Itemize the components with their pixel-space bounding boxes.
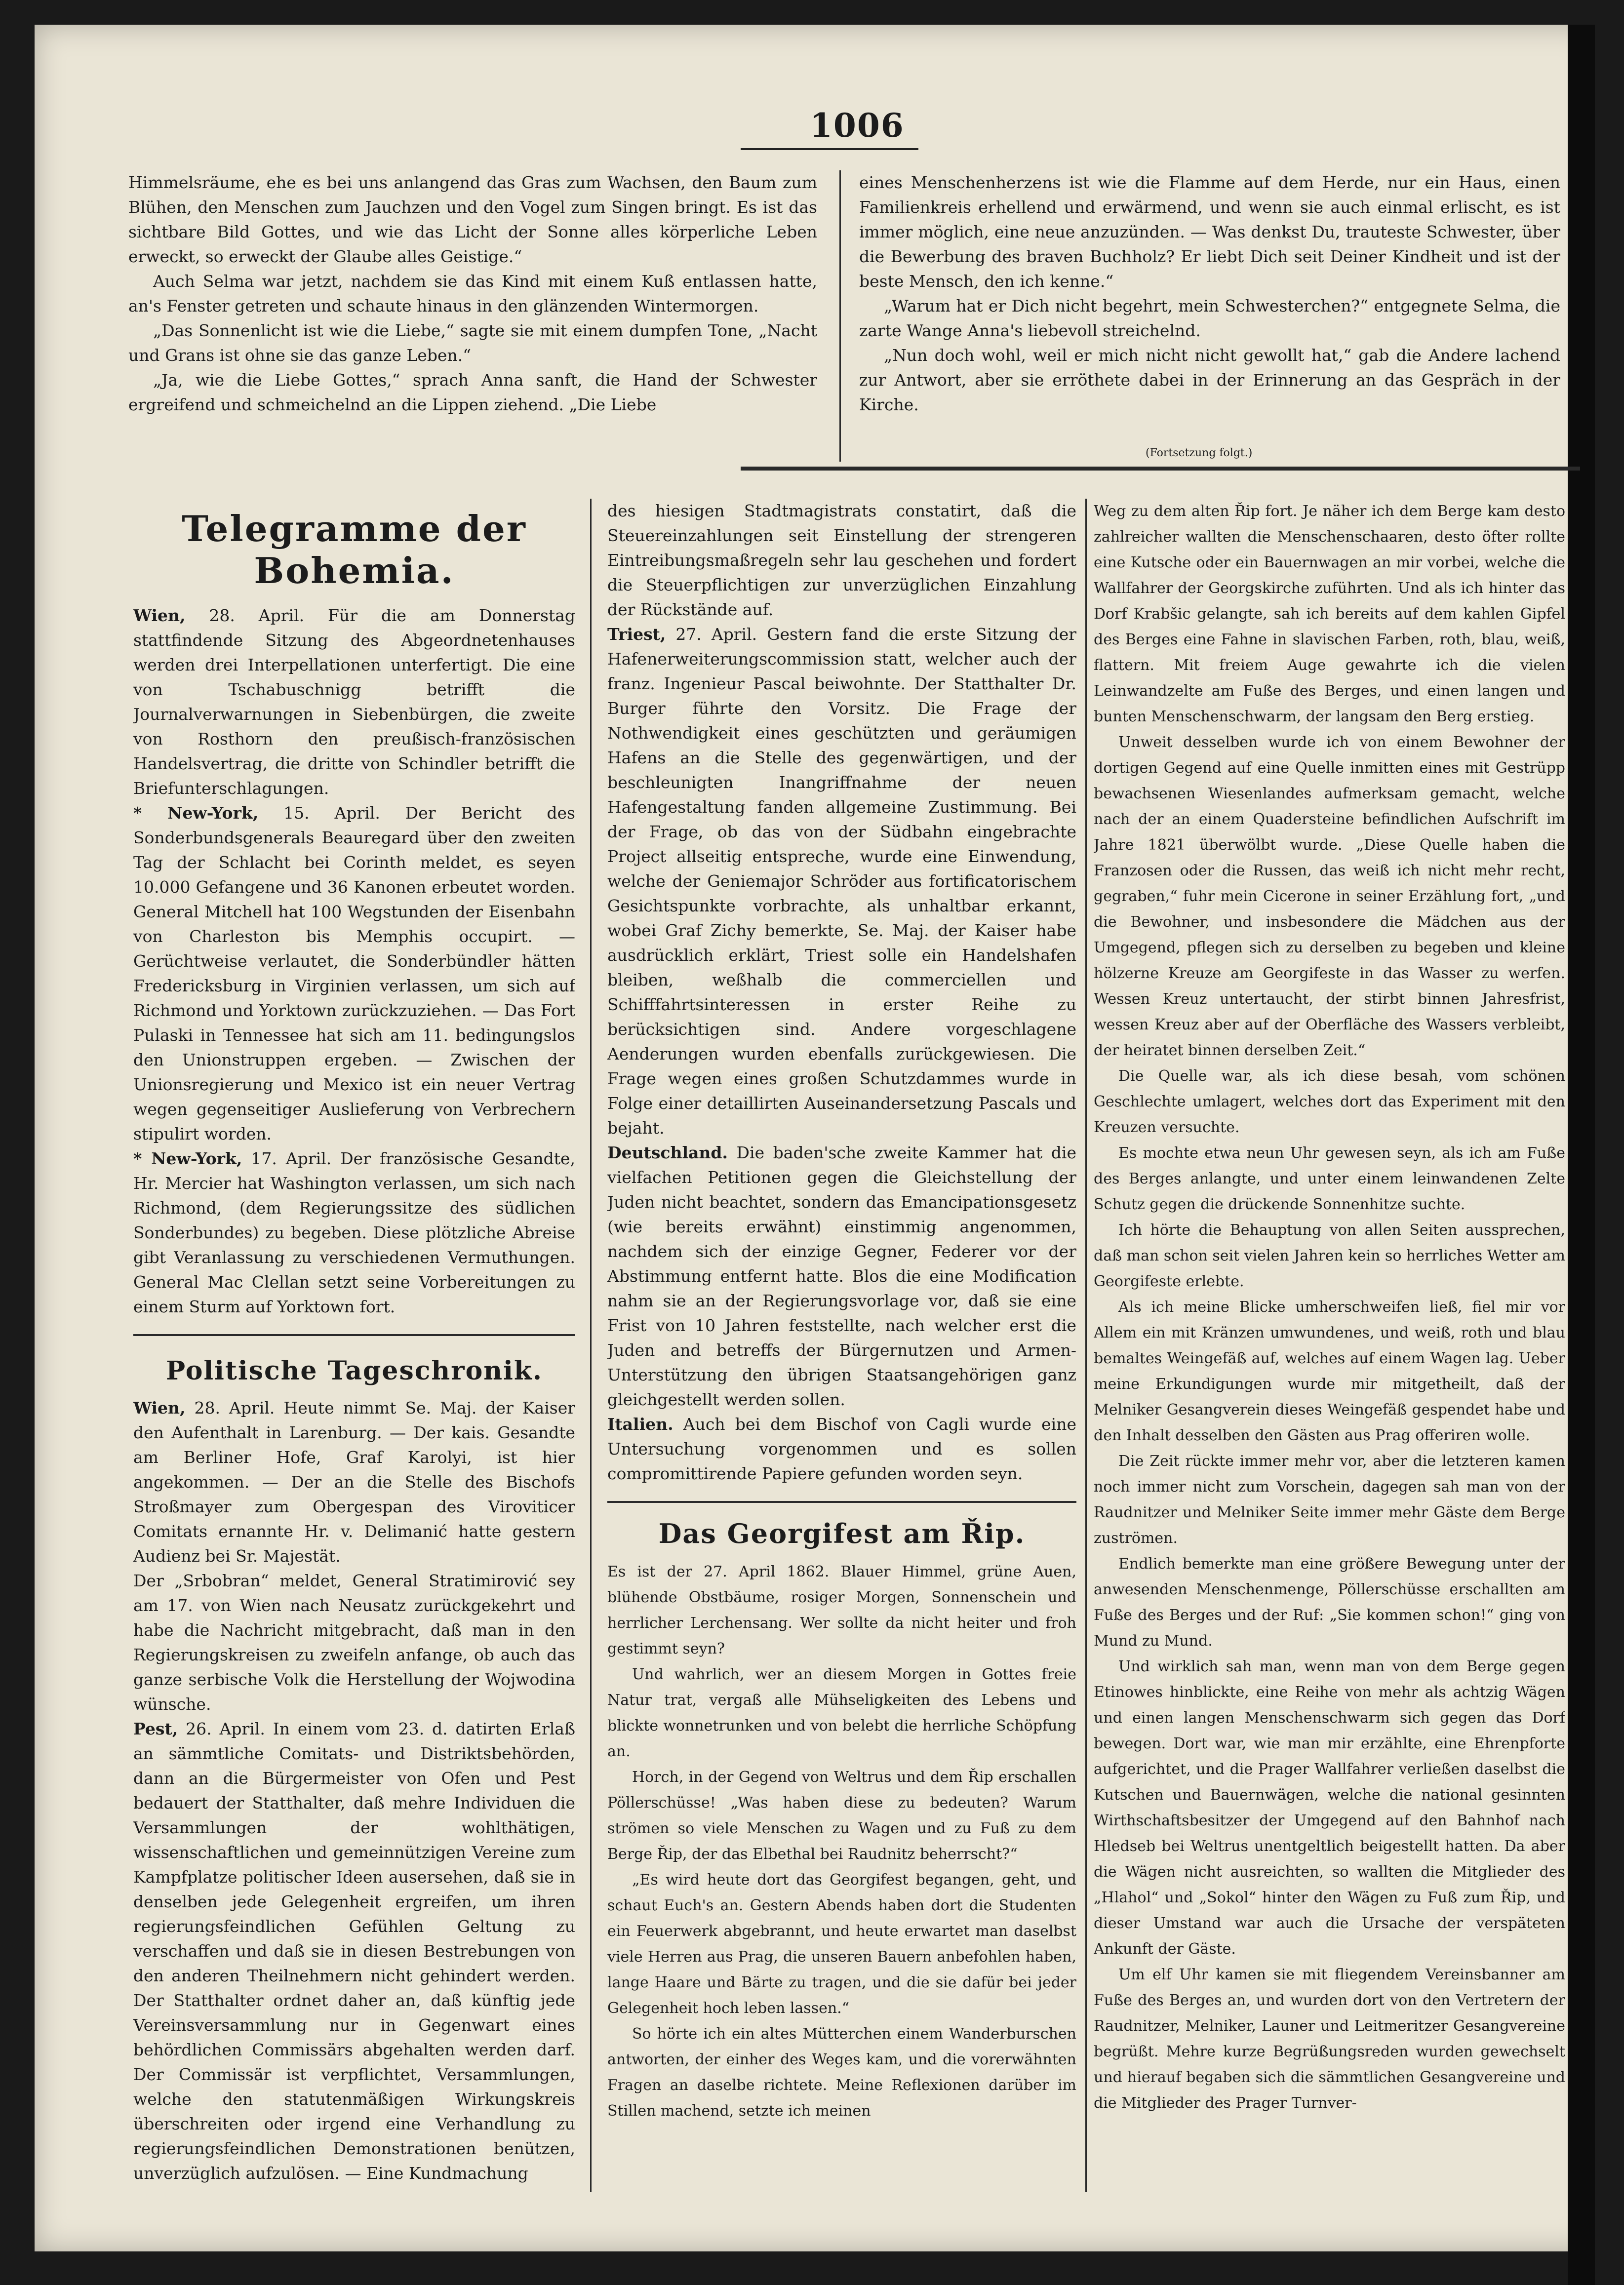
article-paragraph: Es mochte etwa neun Uhr gewesen seyn, als ich am Fuße des Berges anlangte, und unter einem leinwandenen Zelte Schutz gegen die drückende Sonnenhitze suchte.: [1094, 1144, 1565, 1213]
column-divider: [1085, 499, 1087, 2192]
news-entry: [133, 1146, 575, 1319]
dateline: Triest,: [607, 625, 666, 644]
entry-text: des hiesigen Stadtmagistrats constatirt, daß die Steuereinzahlungen seit Einstellung der strengeren Eintreibungsmaßregeln sehr lau geschehen und fordert die Steuerpflichtigen zur unverzüglichen Einzahlung der Rückstände auf.: [607, 501, 1076, 619]
dateline: * New-York,: [133, 803, 259, 823]
article-paragraph: Um elf Uhr kamen sie mit fliegendem Vereinsbanner am Fuße des Berges an, und wurden dort von den Vertretern der Raudnitzer, Melniker, Launer und Leitmeritzer Gesangvereine begrüßt. Mehre kurze Begrüßungsreden wurden gewechselt und hierauf begaben sich die sämmtlichen Gesangvereine und die Mitglieder des Prager Turnver-: [1094, 1966, 1565, 2112]
dateline: Deutschland.: [607, 1143, 728, 1162]
serial-paragraph: „Ja, wie die Liebe Gottes,“ sprach Anna sanft, die Hand der Schwester ergreifend und schmeichelnd an die Lippen ziehend. „Die Liebe: [128, 370, 817, 414]
georgifest-heading: Das Georgifest am Řip.: [658, 1518, 1026, 1549]
entry-text: 28. April. Für die am Donnerstag stattfindende Sitzung des Abgeordnetenhauses werden drei Interpellationen unterfertigt. Die eine von Tschabuschnigg betrifft die Journalverwarnungen in Siebenbürgen, die zweite von Rosthorn den preußisch-französischen Handelsvertrag, die dritte von Schindler betrifft die Briefunterschlagungen.: [133, 606, 575, 798]
news-entry: [607, 622, 1076, 1141]
news-entry: [133, 801, 575, 1146]
entry-text: 28. April. Heute nimmt Se. Maj. der Kaiser den Aufenthalt in Larenburg. — Der kais. Gesandte am Berliner Hofe, Graf Karolyi, ist hier angekommen. — Der an die Stelle des Bischofs Stroßmayer zum Obergespan des Viroviticer Comitats ernannte Hr. v. Delimanić hatte gestern Audienz bei Sr. Majestät.: [133, 1398, 575, 1566]
article-paragraph: „Es wird heute dort das Georgifest begangen, geht, und schaut Euch's an. Gestern Abends haben dort die Studenten ein Feuerwerk abgebrannt, und heute erwartet man daselbst viele Herren aus Prag, die unseren Bauern anbefohlen haben, lange Haare und Bärte zu tragen, und die sie dafür bei jeder Gelegenheit hoch leben lassen.“: [607, 1871, 1076, 2017]
section-rule: [133, 1334, 575, 1336]
dateline: Pest,: [133, 1719, 178, 1738]
article-paragraph: Es ist der 27. April 1862. Blauer Himmel, grüne Auen, blühende Obstbäume, rosiger Morgen, Sonnenschein und herrlicher Lerchensang. Wer sollte da nicht heiter und froh gestimmt seyn?: [607, 1563, 1076, 1657]
article-paragraph: Unweit desselben wurde ich von einem Bewohner der dortigen Gegend auf eine Quelle inmitten eines mit Gestrüpp bewachsenen Wiesenlandes aufmerksam gemacht, welche nach der an einem Quadersteine befindlichen Aufschrift im Jahre 1821 überwölbt wurde. „Diese Quelle haben die Franzosen oder die Russen, das weiß ich nicht mehr recht, gegraben,“ fuhr mein Cicerone in seiner Erzählung fort, „und die Bewohner, und insbesondere die Mädchen aus der Umgegend, pflegen sich zu derselben zu begeben und kleine hölzerne Kreuze am Georgifeste in das Wasser zu werfen. Wessen Kreuz untertaucht, der stirbt binnen Jahresfrist, wessen Kreuz aber auf der Oberfläche des Wassers verbleibt, der heiratet binnen derselben Zeit.“: [1094, 734, 1565, 1059]
entry-text: 17. April. Der französische Gesandte, Hr. Mercier hat Washington verlassen, um sich nach Richmond, (dem Regierungssitze des südlichen Sonderbundes) zu begeben. Diese plötzliche Abreise gibt Veranlassung zu verschiedenen Vermuthungen. General Mac Clellan setzt seine Vorbereitungen zu einem Sturm auf Yorktown fort.: [133, 1149, 575, 1316]
section-rule: [607, 1501, 1076, 1503]
continuation-note: (Fortsetzung folgt.): [1146, 447, 1253, 459]
dateline: Wien,: [133, 1398, 186, 1418]
article-paragraph: Die Quelle war, als ich diese besah, vom schönen Geschlechte umlagert, welches dort das Experiment mit den Kreuzen versuchte.: [1094, 1067, 1565, 1136]
article-paragraph: Endlich bemerkte man eine größere Bewegung unter der anwesenden Menschenmenge, Pöllerschüsse erschallten am Fuße des Berges und der Ruf: „Sie kommen schon!“ ging von Mund zu Mund.: [1094, 1555, 1565, 1650]
news-entry: [133, 1396, 575, 1569]
article-paragraph: Ich hörte die Behauptung von allen Seiten aussprechen, daß man schon seit vielen Jahren kein so herrliches Wetter am Georgifeste erlebte.: [1094, 1221, 1565, 1290]
serial-paragraph: Himmelsräume, ehe es bei uns anlangend das Gras zum Wachsen, den Baum zum Blühen, den Menschen zum Jauchzen und den Vogel zum Singen bringt. Es ist das sichtbare Bild Gottes, und wie das Licht der Sonne alles körperliche Leben erweckt, so erweckt der Glaube alles Geistige.“: [128, 173, 817, 266]
serial-paragraph: „Nun doch wohl, weil er mich nicht nicht gewollt hat,“ gab die Andere lachend zur Antwort, aber sie erröthete dabei in der Erinnerung an das Gespräch in der Kirche.: [859, 346, 1560, 414]
header-rule: [741, 148, 918, 150]
entry-text: Die baden'sche zweite Kammer hat die vielfachen Petitionen gegen die Gleichstellung der Juden nicht beachtet, sondern das Emancipationsgesetz (wie bereits erwähnt) einstimmig angenommen, nachdem sich der einzige Gegner, Federer vor der Abstimmung entfernt hatte. Blos die eine Modification nahm sie an der Regierungsvorlage vor, daß sie eine Frist von 10 Jahren feststellte, nach welcher erst die Juden and betreffs der Bürgernutzen und Armen-Unterstützung den übrigen Staatsangehörigen ganz gleichgestellt werden sollen.: [607, 1143, 1076, 1409]
serial-paragraph: „Das Sonnenlicht ist wie die Liebe,“ sagte sie mit einem dumpfen Tone, „Nacht und Grans ist ohne sie das ganze Leben.“: [128, 321, 817, 365]
article-paragraph: Und wahrlich, wer an diesem Morgen in Gottes freie Natur trat, vergaß alle Mühseligkeiten des Lebens und blickte wonnetrunken und von belebt die herrliche Schöpfung an.: [607, 1666, 1076, 1760]
column-2: [607, 499, 1076, 2192]
entry-text: 26. April. In einem vom 23. d. datirten Erlaß an sämmtliche Comitats- und Distriktsbehörden, dann an die Bürgermeister von Ofen und Pest bedauert der Statthalter, daß mehre Individuen die Versammlungen der wohlthätigen, wissenschaftlichen und gemeinnützigen Vereine zum Kampfplatze politischer Ideen ausersehen, daß sie in denselben jede Gelegenheit ergreifen, um ihren regierungsfeindlichen Gefühlen Geltung zu verschaffen und daß sie in diesen Bestrebungen von den anderen Theilnehmern nicht gehindert werden. Der Statthalter ordnet daher an, daß künftig jede Vereinsversammlung nur in Gegenwart eines behördlichen Commissärs abgehalten werden darf. Der Commissär ist verpflichtet, Versammlungen, welche den statutenmäßigen Wirkungskreis überschreiten oder irgend eine Verhandlung zu regierungsfeindlichen Demonstrationen benützen, unverzüglich aufzulösen. — Eine Kundmachung: [133, 1719, 575, 2183]
section-rule: [741, 467, 1580, 471]
serial-paragraph: eines Menschenherzens ist wie die Flamme auf dem Herde, nur ein Haus, einen Familienkreis erhellend und erwärmend, und wenn sie auch einmal erlischt, es ist immer möglich, eine neue anzuzünden. — Was denkst Du, trauteste Schwester, über die Bewerbung des braven Buchholz? Er liebt Dich seit Deiner Kindheit und ist der beste Mensch, den ich kenne.“: [859, 173, 1560, 291]
article-paragraph: Weg zu dem alten Řip fort. Je näher ich dem Berge kam desto zahlreicher wallten die Menschenschaaren, desto öfter rollte eine Kutsche oder ein Bauernwagen an mir vorbei, welche die Wallfahrer der Georgskirche zuführten. Und als ich hinter das Dorf Krabšic gelangte, sah ich bereits auf dem kahlen Gipfel des Berges eine Fahne in slavischen Farben, roth, blau, weiß, flattern. Mit freiem Auge gewahrte ich die vielen Leinwandzelte am Fuße des Berges, und einen langen und bunten Menschenschwarm, der langsam den Berg erstieg.: [1094, 503, 1565, 725]
news-entry: [607, 1412, 1076, 1486]
news-entry: [133, 1717, 575, 2186]
news-entry: [133, 1569, 575, 1717]
news-entry: [133, 603, 575, 801]
article-paragraph: Horch, in der Gegend von Weltrus und dem Řip erschallen Pöllerschüsse! „Was haben diese zu bedeuten? Warum strömen so viele Menschen zu Wagen und zu Fuß zu dem Berge Řip, der das Elbethal bei Raudnitz beherrscht?“: [607, 1769, 1076, 1863]
entry-text: Auch bei dem Bischof von Cagli wurde eine Untersuchung vorgenommen und es sollen compromittirende Papiere gefunden worden seyn.: [607, 1415, 1076, 1483]
serial-story-right: [859, 170, 1560, 462]
telegramme-heading: Telegramme der Bohemia.: [182, 508, 527, 591]
page-binding-edge: [1568, 25, 1595, 2285]
page-number: 1006: [810, 106, 905, 145]
column-divider: [839, 170, 841, 462]
news-entry: [607, 499, 1076, 622]
column-1: [133, 499, 575, 2192]
dateline: Wien,: [133, 606, 186, 625]
column-divider: [590, 499, 592, 2192]
entry-text: 27. April. Gestern fand die erste Sitzung der Hafenerweiterungscommission statt, welcher auch der franz. Ingenieur Pascal beiwohnte. Der Statthalter Dr. Burger führte den Vorsitz. Die Frage der Nothwendigkeit eines geschützten und geräumigen Hafens an die Stelle des gegenwärtigen, und der beschleunigten Inangriffnahme der neuen Hafengestaltung fanden allgemeine Zustimmung. Bei der Frage, ob das von der Südbahn eingebrachte Project allseitig entspreche, wurde eine Einwendung, welche der Geniemajor Schröder aus fortificatorischem Gesichtspunkte vorbrachte, als unhaltbar erkannt, wobei Graf Zichy bemerkte, Se. Maj. der Kaiser habe ausdrücklich erklärt, Triest solle ein Handelshafen bleiben, weßhalb die commerciellen und Schifffahrtsinteressen in erster Reihe zu berücksichtigen sind. Andere vorgeschlagene Aenderungen wurden ebenfalls zurückgewiesen. Die Frage wegen eines großen Schutzdammes wurde in Folge einer detaillirten Auseinandersetzung Pascals und bejaht.: [607, 625, 1076, 1138]
column-3: [1094, 499, 1565, 2192]
tageschronik-heading: Politische Tageschronik.: [166, 1356, 543, 1386]
article-paragraph: Und wirklich sah man, wenn man von dem Berge gegen Etinowes hinblickte, eine Reihe von mehr als achtzig Wägen und einen langen Menschenschwarm sich gegen das Dorf bewegen. Dort war, wie man mir erzählte, eine Ehrenpforte aufgerichtet, und die Prager Wallfahrer verließen daselbst die Kutschen und Bauernwägen, welche die national gesinnten Wirthschaftsbesitzer der Umgegend auf den Bahnhof nach Hledseb bei Weltrus unentgeltlich beigestellt hatten. Da aber die Wägen nicht ausreichten, so wallten die Mitglieder des „Hlahol“ und „Sokol“ hinter den Wägen zu Fuß zum Řip, und dieser Umstand war auch die Ursache der verspäteten Ankunft der Gäste.: [1094, 1658, 1565, 1958]
serial-paragraph: „Warum hat er Dich nicht begehrt, mein Schwesterchen?“ entgegnete Selma, die zarte Wange Anna's liebevoll streichelnd.: [859, 296, 1560, 340]
serial-paragraph: Auch Selma war jetzt, nachdem sie das Kind mit einem Kuß entlassen hatte, an's Fenster getreten und schaute hinaus in den glänzenden Wintermorgen.: [128, 272, 817, 315]
news-entry: [607, 1141, 1076, 1412]
article-paragraph: Als ich meine Blicke umherschweifen ließ, fiel mir vor Allem ein mit Kränzen umwundenes, und weiß, roth und blau bemaltes Weingefäß auf, welches auf einem Wagen lag. Ueber meine Erkundigungen wurde mir mitgetheilt, daß der Melniker Gesangverein dieses Weingefäß gespendet habe und den Inhalt desselben den Gästen aus Prag offeriren wolle.: [1094, 1299, 1565, 1444]
dateline: * New-York,: [133, 1149, 242, 1168]
article-paragraph: Die Zeit rückte immer mehr vor, aber die letzteren kamen noch immer nicht zum Vorschein, dagegen sah man von der Raudnitzer und Melniker Seite immer mehr Gäste dem Berge zuströmen.: [1094, 1453, 1565, 1547]
entry-text: 15. April. Der Bericht des Sonderbundsgenerals Beauregard über den zweiten Tag der Schlacht bei Corinth meldet, es seyen 10.000 Gefangene und 36 Kanonen erbeutet worden. General Mitchell hat 100 Wegstunden der Eisenbahn von Charleston bis Memphis occupirt. — Gerüchtweise verlautet, die Sonderbündler hätten Fredericksburg in Virginien verlassen, um sich auf Richmond und Yorktown zurückzuziehen. — Das Fort Pulaski in Tennessee hat sich am 11. bedingungslos den Unionstruppen ergeben. — Zwischen der Unionsregierung und Mexico ist ein neuer Vertrag wegen gegenseitiger Auslieferung von Verbrechern stipulirt worden.: [133, 803, 575, 1143]
dateline: Italien.: [607, 1415, 673, 1434]
article-paragraph: So hörte ich ein altes Mütterchen einem Wanderburschen antworten, der einher des Weges kam, und die vorerwähnten Fragen an daselbe richtete. Meine Reflexionen darüber im Stillen machend, setzte ich meinen: [607, 2025, 1076, 2120]
entry-text: Der „Srbobran“ meldet, General Stratimirović sey am 17. von Wien nach Neusatz zurückgekehrt und habe die Nachricht mitgebracht, daß man in den Regierungskreisen zu zweifeln anfange, ob auch das ganze serbische Volk die Herstellung der Wojwodina wünsche.: [133, 1571, 575, 1714]
